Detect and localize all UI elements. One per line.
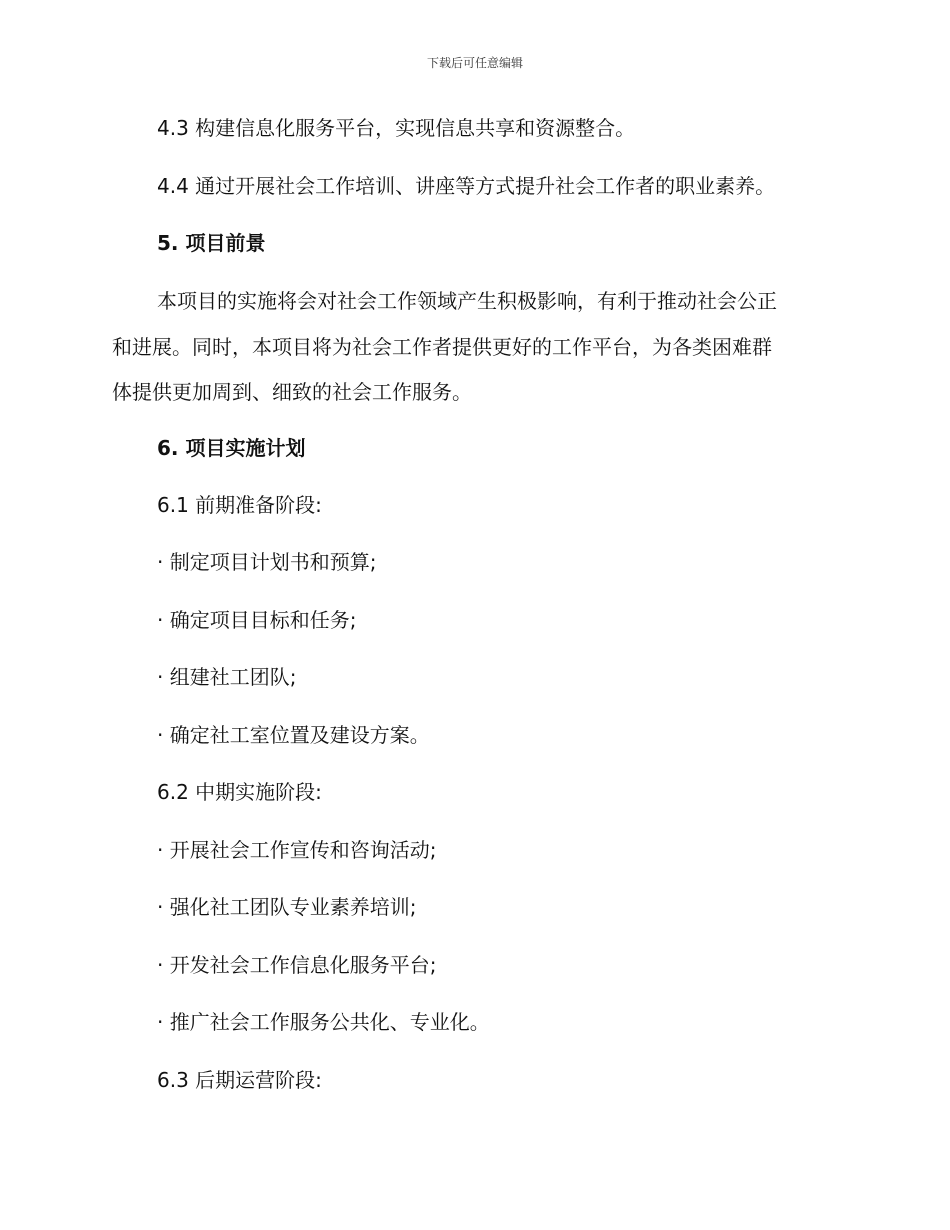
list-item: · 制定项目计划书和预算; <box>157 550 377 574</box>
list-item: · 推广社会工作服务公共化、专业化。 <box>157 1010 490 1034</box>
prospect-line-2: 和进展。同时，本项目将为社会工作者提供更好的工作平台，为各类困难群 <box>112 335 772 359</box>
page-header: 下载后可任意编辑 <box>426 56 523 70</box>
paragraph-4-4: 4.4 通过开展社会工作培训、讲座等方式提升社会工作者的职业素养。 <box>157 174 776 198</box>
paragraph-4-3: 4.3 构建信息化服务平台，实现信息共享和资源整合。 <box>157 116 636 140</box>
subsection-6-2: 6.2 中期实施阶段: <box>157 780 322 804</box>
list-item: · 开发社会工作信息化服务平台; <box>157 953 437 977</box>
prospect-line-1: 本项目的实施将会对社会工作领域产生积极影响，有利于推动社会公正 <box>157 289 777 313</box>
prospect-line-3: 体提供更加周到、细致的社会工作服务。 <box>112 380 472 404</box>
subsection-6-1: 6.1 前期准备阶段: <box>157 493 322 517</box>
subsection-6-3: 6.3 后期运营阶段: <box>157 1068 322 1092</box>
section-heading-6: 6. 项目实施计划 <box>157 436 306 460</box>
list-item: · 确定社工室位置及建设方案。 <box>157 723 430 747</box>
list-item: · 组建社工团队; <box>157 665 297 689</box>
list-item: · 开展社会工作宣传和咨询活动; <box>157 838 437 862</box>
section-heading-5: 5. 项目前景 <box>157 231 266 255</box>
list-item: · 确定项目目标和任务; <box>157 608 357 632</box>
list-item: · 强化社工团队专业素养培训; <box>157 895 417 919</box>
